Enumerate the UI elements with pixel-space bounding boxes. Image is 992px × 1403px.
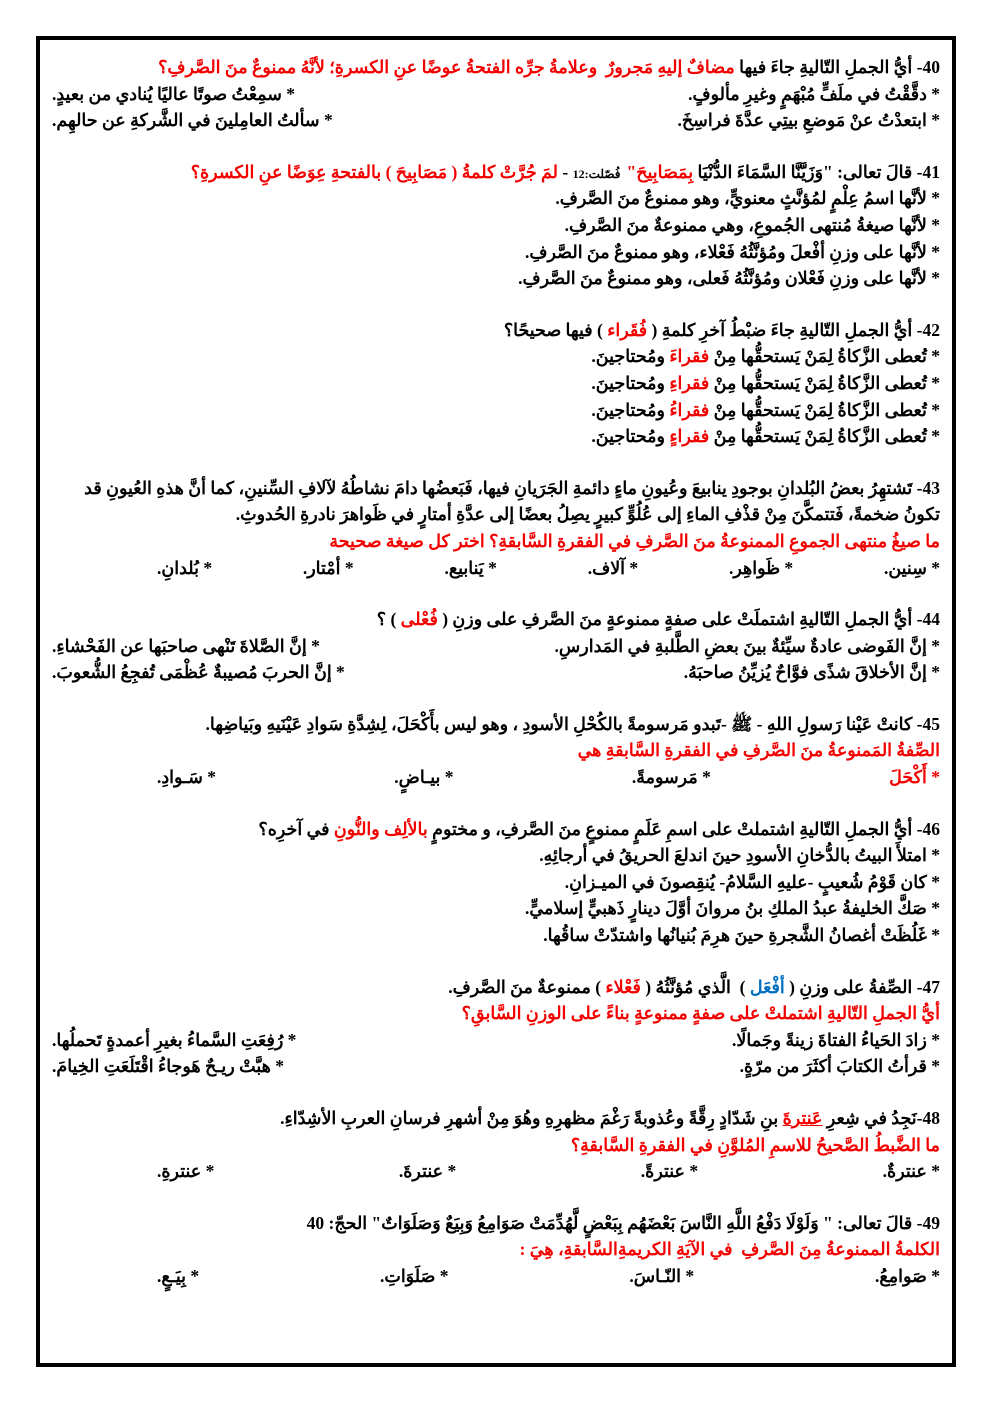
text-segment: * إنَّ الصَّلاةَ تَنْهى صاحبَها عن الفَحْشاءِ.: [52, 635, 320, 656]
text-segment: * عنترةٌ.: [882, 1161, 940, 1182]
answer-option: [52, 397, 940, 424]
question-text: [52, 159, 940, 186]
answer-option: [52, 1053, 284, 1080]
text-segment: * لأنَّها على وزنِ فَعْلان ومُؤنَّثُهُ فَعلى، وهو ممنوعٌ منَ الصَّرفِ.: [518, 268, 940, 289]
text-segment: ) ممنوعةٌ منَ الصَّرفِ.: [448, 976, 606, 997]
text-segment: * قرأتُ الكتابَ أكثَرَ من مرّةٍ.: [739, 1056, 940, 1077]
highlighted-text: فقراءُ: [669, 399, 710, 420]
text-segment: -: [558, 161, 573, 182]
options-spread-row: [52, 555, 940, 582]
text-segment: * إنَّ الفَوضى عادةٌ سيِّئةٌ بينَ بعضِ الطَّلبةِ في المَدارسِ.: [554, 635, 940, 656]
answer-option: [52, 869, 940, 896]
question-41: [52, 159, 940, 292]
highlighted-text: ما الضَّبطُ الصَّحيحُ للاسمِ المُلوَّنِ في الفقرةِ السَّابقةِ؟: [570, 1134, 940, 1155]
questions-container: [52, 54, 940, 1290]
text-segment: * غَلُظَتْ أغصانُ الشَّجرةِ حينَ هرِمَ بُنيانُها واشتدّتْ ساقُها.: [543, 925, 940, 946]
question-text: [52, 711, 940, 738]
answer-option: [632, 764, 711, 791]
text-segment: * زادَ الحَياءُ الفتاةَ زينةً وجَمالًا.: [732, 1029, 940, 1050]
options-spread-row: [52, 764, 940, 791]
highlighted-text: ؛ لأنَّهُ ممنوعٌ منَ الصَّرفِ؟: [158, 57, 335, 77]
answer-option: [889, 764, 940, 791]
highlighted-text: فقراءَ: [669, 346, 710, 367]
answer-option: [157, 1158, 214, 1185]
text-segment: * آلاف.: [587, 557, 639, 578]
text-segment: ) ؟: [376, 609, 401, 630]
answer-option: [884, 555, 940, 582]
text-segment: * تُعطى الزَّكاةُ لِمَنْ يَستحقُّها مِنْ: [709, 399, 940, 420]
text-segment: ومُحتاجينَ.: [591, 399, 670, 420]
highlighted-text: أيُّ الجملِ التّاليةِ اشتملتْ على صفةٍ ممنوعةٍ بناءً على الوزنِ السَّابقِ؟: [461, 1003, 940, 1024]
question-text: [52, 606, 940, 633]
text-segment: 42- أيُّ الجملِ التّاليةِ جاءَ ضبْطُ آخرِ كلمةِ (: [647, 319, 940, 340]
text-segment: 43- تَشتهِرُ بعضُ البُلدانِ بوجودِ ينابيعَ وعُيونِ ماءٍ دائمةِ الجَرَيانِ فيها، فَبَعضُها دامَ نشاطُهُ لآلافِ السِّنينِ، كما أنَّ هذهِ العُيونِ قد تكونُ ضخمةً، فَتتمكَّنَ مِنْ قذْفِ الماءِ إلى عُلُوٍّ كبيرٍ يصِلُ بعضًا إلى عدَّةِ أمتارٍ في ظَواهرَ نادرةِ الحُدوثِ.: [79, 477, 940, 525]
text-segment: * إنَّ الأخلاقَ شذًى فوَّاحٌ يُزيِّنُ صاحبَهُ.: [683, 662, 940, 683]
question-text: [52, 1210, 940, 1237]
question-text: [52, 974, 940, 1001]
text-segment: * كان قَوْمُ شُعيبٍ -عليهِ السَّلامُ- يُنقِصونَ في الميـزانِ.: [564, 871, 940, 892]
question-text: [52, 317, 940, 344]
question-subtitle: [52, 737, 940, 764]
text-segment: * رُفِعَتِ السَّماءُ بغيرِ أعمدةٍ تَحملُها.: [52, 1029, 297, 1050]
text-segment: * ابتعدْتُ عنْ مَوضعِ بيتِي عدَّةَ فراسِخَ.: [677, 110, 940, 131]
text-segment: * بُلدانِ.: [157, 557, 213, 578]
options-spread-row: [52, 1263, 940, 1290]
text-segment: 47- الصِّفةُ على وزنِ (: [784, 976, 940, 997]
text-segment: فُصّلت:12: [572, 166, 627, 181]
text-segment: * سمِعْتُ صوتًا عاليًا يُنادي من بعيدٍ.: [52, 83, 296, 104]
options-two-column-row: [52, 107, 940, 134]
text-segment: 45- كانتْ عَيْنا رَسولِ اللهِ - ﷺ -تَبدو مَرسومةً بالكُحْلِ الأسودِ ، وهو ليس بأَكْحَلَ، لِشِدَّةِ سَوادِ عَيْنَيهِ وبَياضِها.: [205, 713, 940, 734]
highlighted-text: ما صيغُ منتهى الجموعِ الممنوعةُ منَ الصَّرفِ في الفقرةِ السَّابقةِ؟ اختر كل صيغة صحيحة: [329, 530, 940, 551]
question-subtitle: [52, 1000, 940, 1027]
answer-option: [52, 185, 940, 212]
answer-option: [52, 239, 940, 266]
question-43: [52, 475, 940, 581]
answer-option: [875, 1263, 940, 1290]
question-subtitle: [52, 1132, 940, 1159]
question-49: [52, 1210, 940, 1290]
highlighted-text: فُعْلى: [400, 609, 438, 630]
question-44: [52, 606, 940, 686]
answer-option: [684, 659, 940, 686]
text-segment: ) فيها صحيحًا؟: [503, 319, 608, 340]
text-segment: ومُحتاجينَ.: [591, 346, 670, 367]
text-segment: * امتلأَ البيتُ بالدُّخانِ الأسودِ حينَ اندلعَ الحريقُ في أرجائِهِ.: [539, 845, 940, 866]
answer-option: [52, 81, 295, 108]
highlighted-text: بالألِف والنُّونِ: [333, 818, 428, 839]
answer-option: [732, 1027, 940, 1054]
options-two-column-row: [52, 1053, 940, 1080]
text-segment: * دقَّقْتُ في ملَفٍّ مُبْهَمٍ وغيرِ مألوفٍ.: [688, 83, 940, 104]
text-segment: * ظَواهِر.: [728, 557, 794, 578]
text-segment: 44- أيُّ الجملِ التّاليةِ اشتملَتْ على صفةٍ ممنوعةٍ منَ الصَّرفِ على وزنِ (: [437, 609, 940, 630]
question-42: [52, 317, 940, 450]
page-border-frame: [36, 36, 956, 1367]
text-segment: في آخرِه؟: [258, 818, 334, 839]
question-48: [52, 1105, 940, 1185]
text-segment: * تُعطى الزَّكاةُ لِمَنْ يَستحقُّها مِنْ: [709, 426, 940, 447]
highlighted-text: فُقَراء: [607, 319, 648, 340]
answer-option: [52, 370, 940, 397]
text-segment: * صَوامِعُ.: [875, 1265, 940, 1286]
highlighted-text: * أَكْحَلَ: [889, 767, 940, 788]
text-segment: * تُعطى الزَّكاةُ لِمَنْ يَستحقُّها مِنْ: [709, 372, 940, 393]
text-segment: * عنترةً.: [640, 1161, 699, 1182]
text-segment: 46- أيُّ الجملِ التّاليةِ اشتملتْ على اسمِ عَلَمٍ ممنوعٍ منَ الصَّرفِ، و مختومٍ: [427, 818, 940, 839]
options-two-column-row: [52, 633, 940, 660]
text-segment: * مَرسومةً.: [631, 767, 711, 788]
options-two-column-row: [52, 659, 940, 686]
answer-option: [380, 1263, 449, 1290]
answer-option: [588, 555, 638, 582]
highlighted-text: مضافٌ إليهِ مَجرورٌ وعلامةُ جرِّه الفتحةُ عوضًا عنِ الكسرةِ: [334, 57, 735, 77]
answer-option: [399, 1158, 456, 1185]
answer-option: [52, 107, 333, 134]
answer-option: [303, 555, 354, 582]
text-segment: * تُعطى الزَّكاةُ لِمَنْ يَستحقُّها مِنْ: [709, 346, 940, 367]
question-text: [52, 475, 940, 528]
options-spread-row: [52, 1158, 940, 1185]
answer-option: [52, 1027, 296, 1054]
text-segment: * سَـوادِ.: [157, 767, 216, 788]
answer-option: [883, 1158, 940, 1185]
answer-option: [688, 81, 940, 108]
question-text: [52, 816, 940, 843]
highlighted-text: بِمَصَابِيحَ": [626, 161, 694, 182]
answer-option: [52, 922, 940, 949]
highlighted-text: عَنترةَ: [782, 1108, 823, 1128]
highlighted-text: أفْعَل: [749, 976, 785, 997]
answer-option: [740, 1053, 940, 1080]
text-segment: 48-نَجِدُ في شِعرِ: [822, 1108, 940, 1128]
text-segment: * بِيَـعٍ.: [157, 1265, 200, 1286]
answer-option: [157, 1263, 199, 1290]
text-segment: * سِنين.: [883, 557, 940, 578]
text-segment: * إنَّ الحربَ مُصيبةٌ عُظْمَى تُفجِعُ الشُّعوبَ.: [52, 662, 345, 683]
text-segment: بنِ شَدّادٍ رِقَّةً وعُذوبةً رَغْمَ مظهرِهِ وهُوَ مِنْ أشهرِ فرسانِ العربِ الأشِدّاءِ.: [280, 1108, 783, 1128]
highlighted-text: الكلمةُ الممنوعةُ مِنَ الصَّرفِ في الآيَةِ الكريمةِالسَّابقةِ، هِيَ :: [519, 1239, 940, 1260]
question-subtitle: [52, 528, 940, 555]
text-segment: 41- قالَ تعالى: "وَزَيَّنَّا السَّمَاءَ الدُّنْيَا: [693, 161, 940, 182]
text-segment: * عنترةِ.: [157, 1161, 215, 1182]
highlighted-text: فَعْلاء: [605, 976, 641, 997]
answer-option: [52, 343, 940, 370]
text-segment: * لأنَّها صيغةُ مُنتهى الجُموعِ، وهي ممنوعةٌ منَ الصَّرفِ.: [564, 214, 940, 235]
text-segment: * يَنابيع.: [444, 557, 497, 578]
text-segment: * هبَّتْ ريـحٌ هَوجاءُ اقْتَلَعَتِ الخِيامَ.: [52, 1056, 284, 1077]
question-45: [52, 711, 940, 791]
answer-option: [641, 1158, 698, 1185]
answer-option: [52, 423, 940, 450]
highlighted-text: لمَ جُرَّتْ كلمةُ ( مَصَابِيحَ ) بالفتحةِ عِوَضًا عنِ الكسرةِ؟: [190, 161, 558, 182]
answer-option: [157, 555, 212, 582]
text-segment: ومُحتاجينَ.: [591, 372, 670, 393]
answer-option: [444, 555, 496, 582]
answer-option: [52, 842, 940, 869]
question-46: [52, 816, 940, 949]
answer-option: [52, 659, 345, 686]
answer-option: [729, 555, 793, 582]
text-segment: * لأنَّها على وزنِ أفْعلَ ومُؤنَّثُهُ فَعْلاء، وهو ممنوعٌ منَ الصَّرفِ.: [525, 241, 940, 262]
answer-option: [678, 107, 941, 134]
answer-option: [157, 764, 216, 791]
question-text: [52, 54, 940, 81]
answer-option: [52, 633, 320, 660]
text-segment: * النّـاسَ.: [629, 1265, 695, 1286]
text-segment: * بيـاضٍ.: [394, 767, 454, 788]
options-two-column-row: [52, 1027, 940, 1054]
text-segment: * عنترةَ.: [398, 1161, 457, 1182]
question-subtitle: [52, 1236, 940, 1263]
text-segment: * لأنَّها اسمُ عِلْمٍ لمُؤنَّثٍ معنويٍّ، وهو ممنوعٌ منَ الصَّرفِ.: [555, 188, 940, 209]
question-40: [52, 54, 940, 134]
text-segment: 40- أيُّ الجملِ التّاليةِ جاءَ فيها: [734, 57, 940, 77]
text-segment: 49- قالَ تعالى: " وَلَوْلَا دَفْعُ اللَّهِ النَّاسَ بَعْضَهُم بِبَعْضٍ لَّهُدِّمَتْ صَوَامِعُ وَبِيَعٌ وَصَلَوَاتٌ" الحجّ: 40: [306, 1212, 940, 1233]
answer-option: [52, 265, 940, 292]
highlighted-text: فقراءٍ: [669, 426, 710, 447]
text-segment: * أمْتار.: [302, 557, 354, 578]
answer-option: [629, 1263, 694, 1290]
text-segment: * صَلَوَاتِ.: [379, 1265, 449, 1286]
answer-option: [394, 764, 453, 791]
options-two-column-row: [52, 81, 940, 108]
text-segment: * صَكَّ الخليفةُ عبدُ الملكِ بنُ مروانَ أوَّلَ دينارٍ ذَهبيٍّ إسلاميٍّ.: [524, 898, 940, 919]
text-segment: ومُحتاجينَ.: [591, 426, 670, 447]
highlighted-text: فقراءِ: [669, 372, 710, 393]
question-text: [52, 1105, 940, 1132]
answer-option: [555, 633, 940, 660]
text-segment: * سألتُ العامِلينَ في الشَّركةِ عن حالهِم.: [52, 110, 333, 131]
answer-option: [52, 895, 940, 922]
highlighted-text: الصِّفةُ المَمنوعةُ منَ الصَّرفِ في الفقرةِ السَّابقةِ هي: [577, 740, 940, 761]
question-47: [52, 974, 940, 1080]
text-segment: ) الَّذي مُؤنَّثُهُ (: [640, 976, 750, 997]
answer-option: [52, 212, 940, 239]
